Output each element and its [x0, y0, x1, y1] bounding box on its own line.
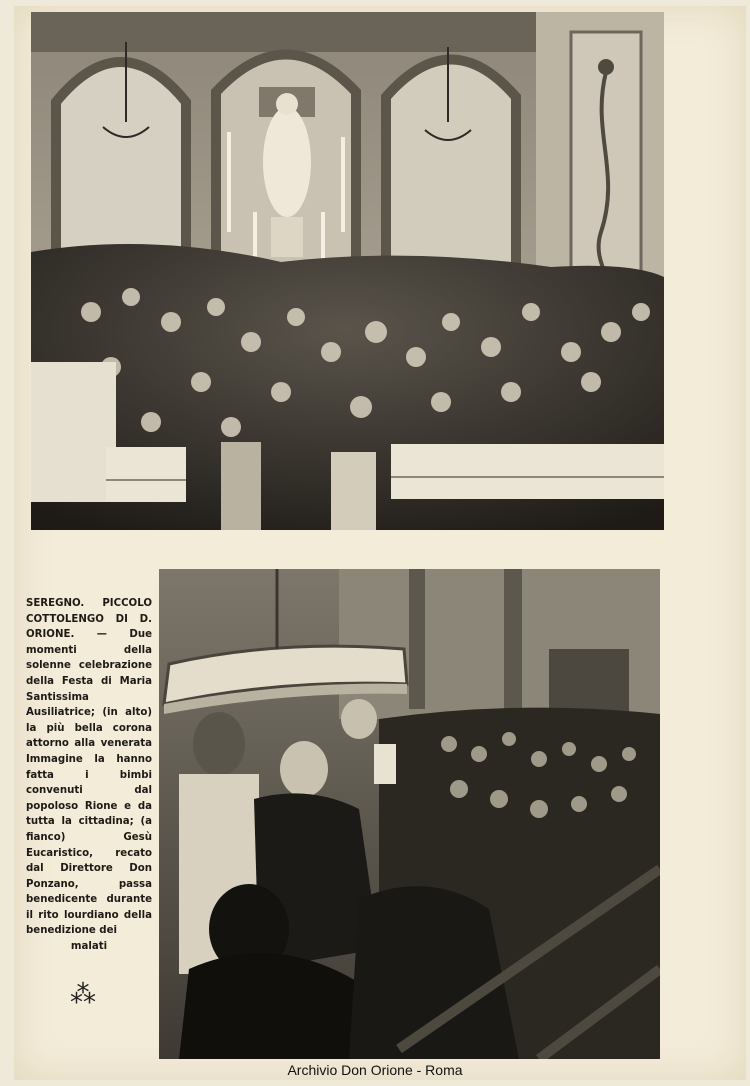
archive-footer: Archivio Don Orione - Roma	[287, 1062, 463, 1078]
caption-body: Due momenti della solenne celebrazione della Festa di Maria Santissima Ausiliatrice; (in alto) la più bella corona attorno alla venerata Immagine la hanno fatta i bimbi convenuti dal popoloso Rione e da tutta la cittadina; (a fianco) Gesù Eucaristico, recato dal Direttore Don Ponzano, passa benedicente durante il rito lourdiano della benedizione dei	[26, 629, 152, 937]
photo-children-at-madonna-altar	[31, 12, 664, 530]
bleed-through-text	[246, 530, 251, 549]
photo-caption	[26, 596, 152, 955]
caption-lead: SEREGNO. PICCOLO COTTOLENGO DI D. ORIONE. —	[26, 598, 152, 641]
photo-bottom-image	[159, 569, 660, 1059]
photo-top-image	[31, 12, 664, 530]
photo-eucharistic-procession	[159, 569, 660, 1059]
ornament-asterisk: ⁂	[70, 980, 96, 1010]
caption-end: malati	[70, 941, 108, 953]
